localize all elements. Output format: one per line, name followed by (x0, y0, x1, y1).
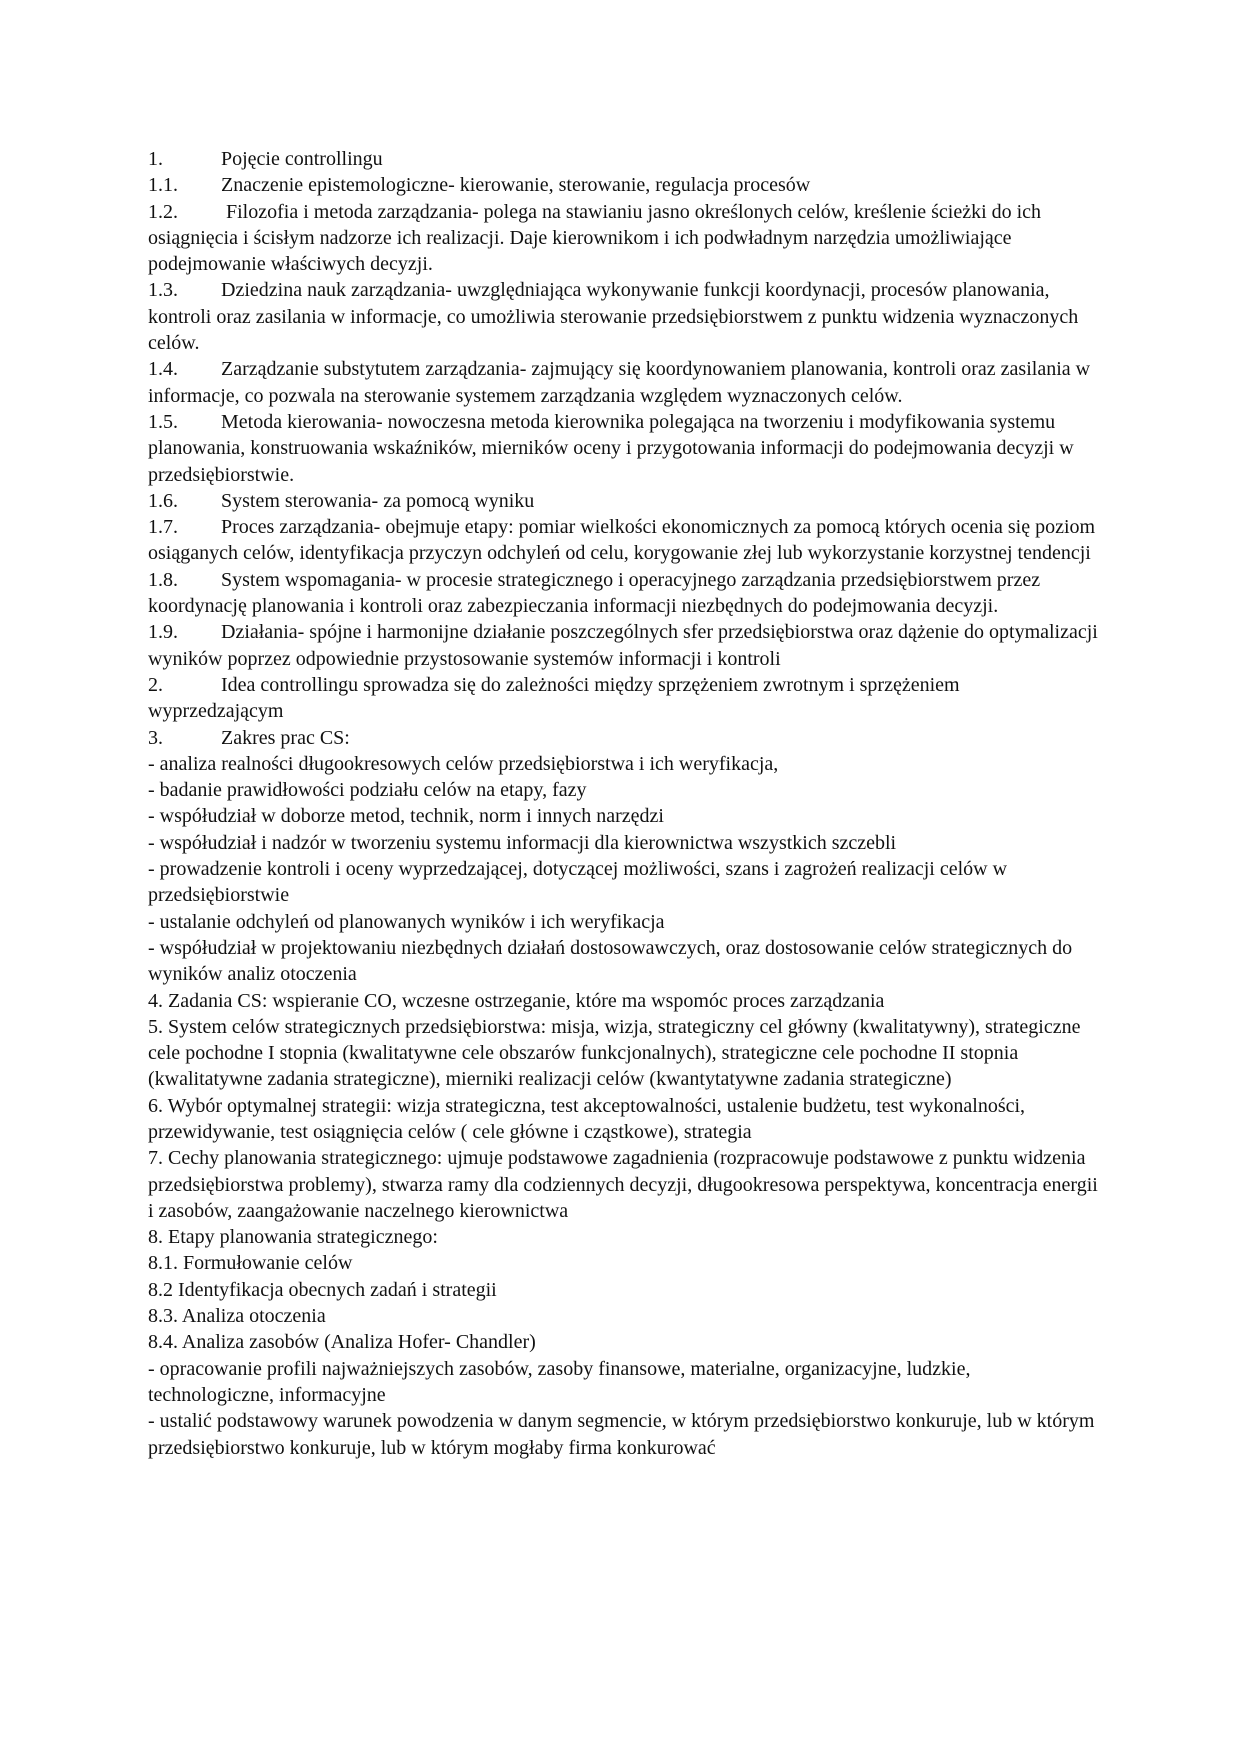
item-number: 1.6. (148, 489, 178, 512)
numbered-item (148, 619, 1098, 672)
item-number: 1.7. (148, 516, 178, 539)
text-line: - ustalanie odchyleń od planowanych wyników i ich weryfikacja (148, 910, 665, 933)
text-line: - opracowanie profili najważniejszych zasobów, zasoby finansowe, materialne, organizacyjne, ludzkie, technologiczne, informacyjne (148, 1357, 971, 1406)
item-text: System sterowania- za pomocą wyniku (221, 489, 535, 512)
numbered-item (148, 725, 1098, 751)
item-text: Filozofia i metoda zarządzania- polega na stawianiu jasno określonych celów, kreślenie ścieżki do ich osiągnięcia i ścisłym nadzorze ich realizacji. Daje kierownikom i ich podwładnym narzędzia umożliwiające podejmowanie właściwych decyzji. (148, 200, 1042, 276)
text-line: 8.2 Identyfikacja obecnych zadań i strategii (148, 1278, 497, 1301)
numbered-item (148, 146, 1098, 172)
text-line: - współudział w projektowaniu niezbędnych działań dostosowawczych, oraz dostosowanie celów strategicznych do wyników analiz otoczenia (148, 936, 1073, 986)
text-line: - badanie prawidłowości podziału celów na etapy, fazy (148, 779, 587, 802)
item-number: 1. (148, 148, 163, 170)
text-line: 7. Cechy planowania strategicznego: ujmuje podstawowe zagadnienia (rozpracowuje podstawowe z punktu widzenia przedsiębiorstwa problemy), stwarza ramy dla codziennych decyzji, długookresowa perspektywa, koncentracja energii i zasobów, zaangażowanie naczelnego kierownictwa (148, 1147, 1098, 1222)
document-body (148, 146, 1098, 1461)
item-number: 2. (148, 673, 163, 696)
item-text: Proces zarządzania- obejmuje etapy: pomiar wielkości ekonomicznych za pomocą których ocenia się poziom osiąganych celów, identyfikacja przyczyn odchyleń od celu, korygowanie złej lub wykorzystanie korzystnej tendencji (148, 516, 1096, 565)
item-text: Dziedzina nauk zarządzania- uwzględniająca wykonywanie funkcji koordynacji, procesów planowania, kontroli oraz zasilania w informacje, co umożliwia sterowanie przedsiębiorstwem z punktu widzenia wyznaczonych celów. (148, 279, 1079, 355)
numbered-item (148, 567, 1098, 620)
text-line: 8.4. Analiza zasobów (Analiza Hofer- Chandler) (148, 1331, 536, 1354)
numbered-item (148, 514, 1098, 567)
numbered-item (148, 488, 1098, 514)
item-text: Metoda kierowania- nowoczesna metoda kierownika polegająca na tworzeniu i modyfikowania systemu planowania, konstruowania wskaźników, mierników oceny i przygotowania informacji do podejmowania decyzji w przedsiębiorstwie. (148, 410, 1074, 486)
item-number: 1.8. (148, 568, 178, 591)
item-number: 1.5. (148, 410, 178, 433)
text-line: 4. Zadania CS: wspieranie CO, wczesne ostrzeganie, które ma wspomóc proces zarządzania (148, 989, 885, 1012)
item-text: Zakres prac CS: (221, 726, 350, 749)
numbered-item (148, 172, 1098, 198)
item-number: 1.2. (148, 200, 178, 223)
text-line: - współudział i nadzór w tworzeniu systemu informacji dla kierownictwa wszystkich szczebli (148, 831, 897, 854)
item-text: Działania- spójne i harmonijne działanie poszczególnych sfer przedsiębiorstwa oraz dążenie do optymalizacji wyników poprzez odpowiednie przystosowanie systemów informacji i kontroli (148, 621, 1098, 670)
item-number: 1.1. (148, 174, 178, 197)
text-line: - prowadzenie kontroli i oceny wyprzedzającej, dotyczącej możliwości, szans i zagrożeń realizacji celów w przedsiębiorstwie (148, 858, 1008, 907)
text-line: 8.1. Formułowanie celów (148, 1252, 353, 1275)
numbered-item (148, 356, 1098, 409)
text-line: 8. Etapy planowania strategicznego: (148, 1226, 438, 1249)
item-text: System wspomagania- w procesie strategicznego i operacyjnego zarządzania przedsiębiorstwem przez koordynację planowania i kontroli oraz zabezpieczania informacji niezbędnych do podejmowania decyzji. (148, 568, 1041, 618)
numbered-item (148, 277, 1098, 356)
item-text: Znaczenie epistemologiczne- kierowanie, sterowanie, regulacja procesów (221, 174, 811, 197)
numbered-item (148, 409, 1098, 488)
item-number: 1.4. (148, 358, 178, 381)
text-line: - ustalić podstawowy warunek powodzenia w danym segmencie, w którym przedsiębiorstwo konkuruje, lub w którym przedsiębiorstwo konkuruje, lub w którym mogłaby firma konkurować (148, 1410, 1095, 1459)
numbered-item (148, 672, 1098, 725)
item-text: Zarządzanie substytutem zarządzania- zajmujący się koordynowaniem planowania, kontroli oraz zasilania w informacje, co pozwala na sterowanie systemem zarządzania względem wyznaczonych celów. (148, 358, 1091, 407)
numbered-item (148, 199, 1098, 278)
item-number: 3. (148, 726, 163, 749)
item-text: Idea controllingu sprowadza się do zależności między sprzężeniem zwrotnym i sprzężeniem wyprzedzającym (148, 673, 960, 723)
text-line: 8.3. Analiza otoczenia (148, 1305, 326, 1328)
item-number: 1.3. (148, 279, 178, 302)
text-line: - analiza realności długookresowych celów przedsiębiorstwa i ich weryfikacja, (148, 752, 779, 775)
item-text: Pojęcie controllingu (221, 148, 383, 170)
item-number: 1.9. (148, 621, 178, 644)
text-line: 6. Wybór optymalnej strategii: wizja strategiczna, test akceptowalności, ustalenie budżetu, test wykonalności, przewidywanie, test osiągnięcia celów ( cele główne i cząstkowe), strategia (148, 1094, 1026, 1143)
text-line: 5. System celów strategicznych przedsiębiorstwa: misja, wizja, strategiczny cel główny (kwalitatywny), strategiczne cele pochodne I stopnia (kwalitatywne cele obszarów funkcjonalnych), strategiczne cele pochodne II stopnia (kwalitatywne zadania strategiczne), mierniki realizacji celów (kwantytatywne zadania strategiczne) (148, 1015, 1081, 1091)
text-line: - współudział w doborze metod, technik, norm i innych narzędzi (148, 805, 664, 828)
